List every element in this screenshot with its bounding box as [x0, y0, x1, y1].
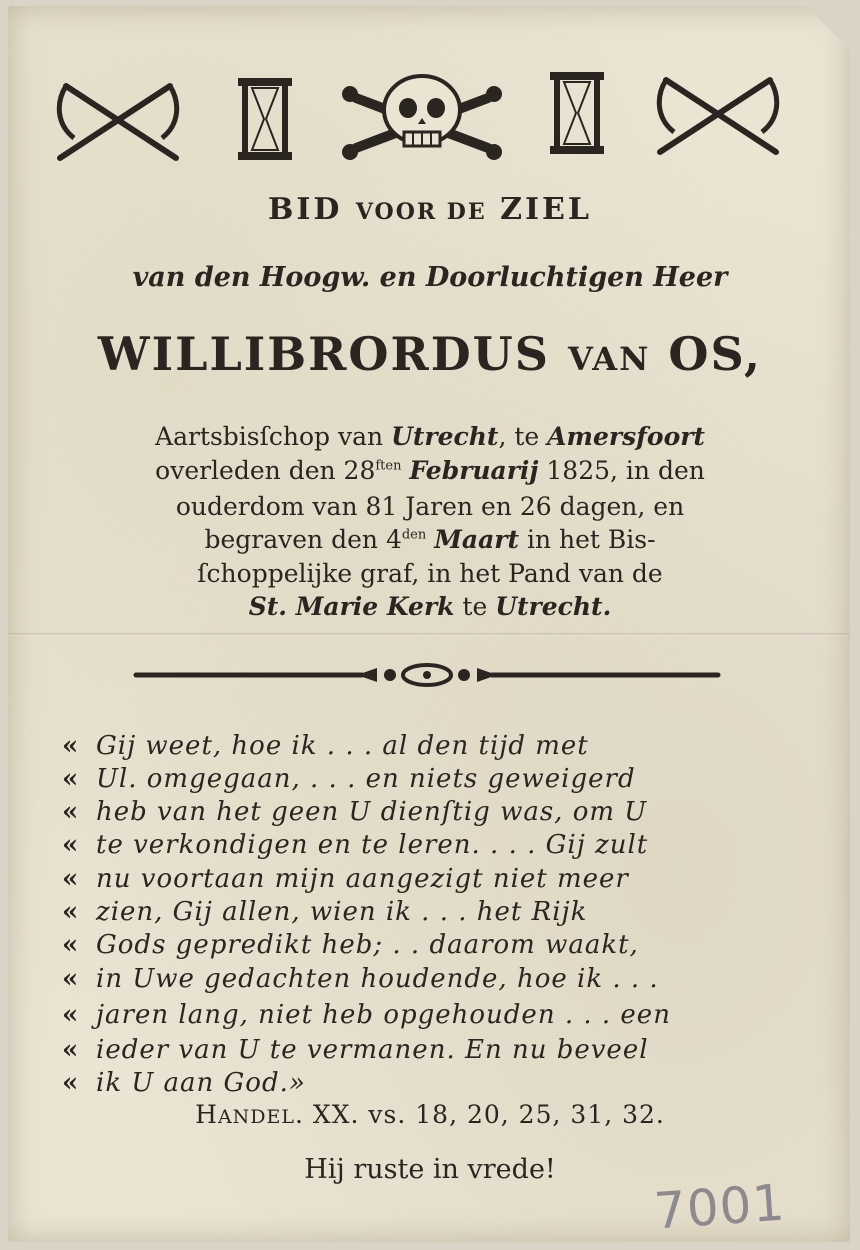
ornamental-divider: [132, 660, 722, 690]
bio-line-1: Aartsbisſchop van Utrecht, te Amersfoort: [155, 422, 705, 451]
quote-text: zien, Gij allen, wien ik . . . het Rijk: [96, 897, 588, 927]
quote-text: nu voortaan mijn aangezigt niet meer: [96, 864, 629, 894]
closing-blessing: Hij ruste in vrede!: [304, 1154, 556, 1185]
quote-line: [62, 964, 802, 994]
bio-line-4: begraven den $4^{den}$ Maart in het Bis-: [204, 525, 656, 554]
quote-line: [62, 1035, 802, 1065]
guillemet-mark: «: [62, 797, 80, 827]
bio-line-2: overleden den $28^{ften}$ Februarij 1825, in den: [155, 456, 705, 485]
heading-words-voor-de: VOOR DE: [355, 199, 487, 225]
prayer-heading: [0, 192, 860, 227]
crossed-scythes-right-icon: [650, 66, 786, 158]
heading-word-ziel: ZIEL: [500, 192, 593, 227]
guillemet-mark: «: [62, 864, 80, 894]
quote-text: ieder van U te vermanen. En nu beveel: [96, 1035, 649, 1065]
guillemet-mark: «: [62, 897, 80, 927]
guillemet-mark: «: [62, 1068, 80, 1098]
quote-text: Gij weet, hoe ik . . . al den tijd met: [96, 731, 589, 761]
quote-line: [62, 797, 802, 827]
quote-text: Gods gepredikt heb; . . daarom waakt,: [96, 930, 639, 960]
honorific-line: van den Hoogw. en Doorluchtigen Heer: [132, 262, 728, 293]
quote-text: Ul. omgegaan, . . . en niets geweigerd: [96, 764, 636, 794]
name-last: OS,: [668, 327, 763, 381]
guillemet-mark: «: [62, 1000, 80, 1030]
hourglass-right-icon: [548, 70, 606, 156]
quote-line: [62, 864, 802, 894]
quote-line: [62, 830, 802, 860]
pencil-inventory-number: 7001: [652, 1173, 788, 1241]
scripture-reference: HANDEL. XX. vs. 18, 20, 25, 31, 32.: [195, 1100, 665, 1129]
quote-line: [62, 764, 802, 794]
guillemet-mark: «: [62, 930, 80, 960]
guillemet-mark: «: [62, 830, 80, 860]
bio-line-6: St. Marie Kerk te Utrecht.: [248, 592, 612, 621]
fold-crease: [8, 633, 850, 636]
quote-text: ik U aan God.»: [96, 1068, 306, 1098]
skull-and-crossbones-icon: [338, 68, 506, 166]
quote-line: [62, 897, 802, 927]
name-first: WILLIBRORDUS: [97, 327, 550, 381]
quote-text: te verkondigen en te leren. . . . Gij zult: [96, 830, 649, 860]
quote-line: [62, 731, 802, 761]
bio-line-5: ſchoppelijke graf, in het Pand van de: [197, 559, 663, 588]
quote-line: [62, 1068, 802, 1098]
guillemet-mark: «: [62, 964, 80, 994]
hourglass-left-icon: [236, 76, 294, 162]
torn-corner: [806, 6, 850, 50]
quote-text: jaren lang, niet heb opgehouden . . . een: [96, 1000, 671, 1030]
deceased-name: [0, 327, 860, 381]
heading-word-bid: BID: [267, 192, 343, 227]
quote-line: [62, 1000, 802, 1030]
name-particle: VAN: [567, 340, 651, 378]
quote-line: [62, 930, 802, 960]
guillemet-mark: «: [62, 764, 80, 794]
guillemet-mark: «: [62, 731, 80, 761]
quote-text: in Uwe gedachten houdende, hoe ik . . .: [96, 964, 659, 994]
quote-text: heb van het geen U dienſtig was, om U: [96, 797, 648, 827]
crossed-scythes-left-icon: [50, 72, 186, 164]
guillemet-mark: «: [62, 1035, 80, 1065]
bio-line-3: ouderdom van 81 Jaren en 26 dagen, en: [175, 492, 685, 521]
